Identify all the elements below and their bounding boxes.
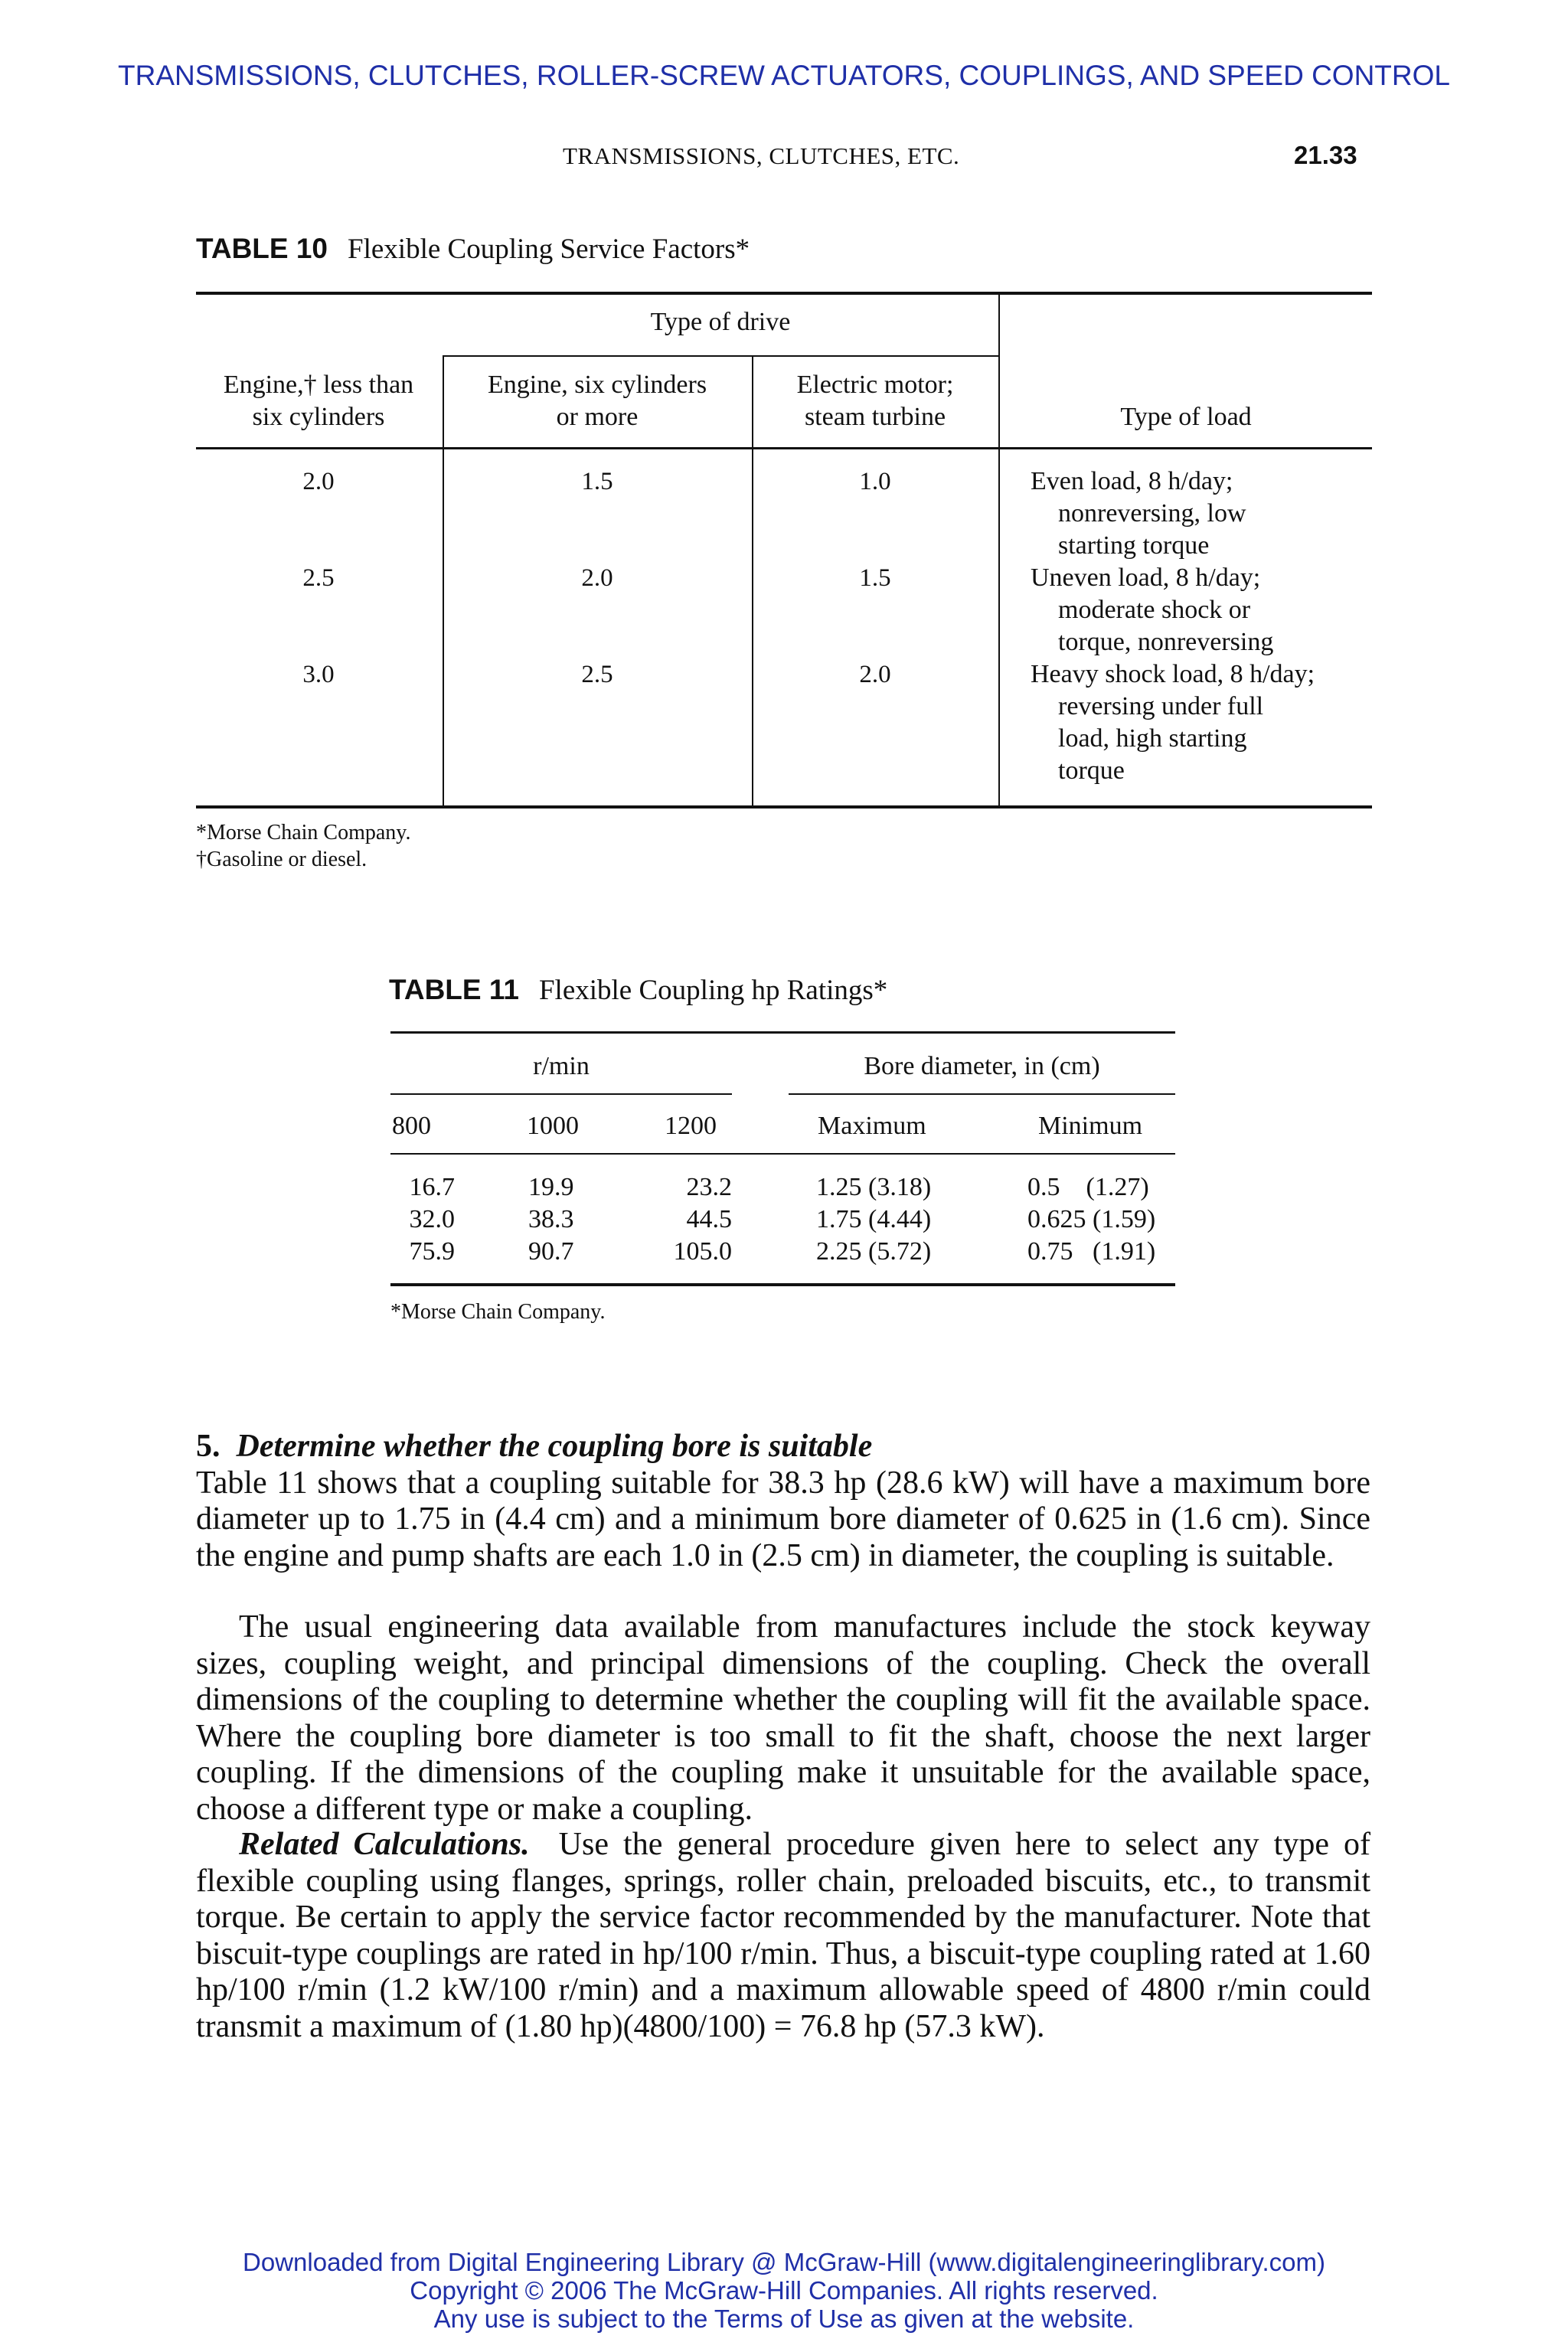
table-cell: 1.25 (3.18) [816, 1173, 932, 1201]
table10-caption [196, 233, 750, 266]
table10-divider [443, 449, 444, 805]
table-cell: 0.5 (1.27) [1027, 1173, 1149, 1201]
table-cell: 32.0 [409, 1205, 455, 1233]
table11-column-header: 1200 [665, 1112, 717, 1140]
table11-group-header: r/min [533, 1052, 590, 1080]
table11-label: TABLE 11 [389, 974, 519, 1005]
paragraph: Use the general procedure given here to select any type of flexible coupling using flanges, springs, roller chain, preloaded biscuits, etc., to transmit torque. Be certain to apply the service factor recommended by the manufacturer. Note that biscuit-type couplings are rated in hp/100 r/min. Thus, a biscuit-type coupling rated at 1.60 hp/100 r/min (1.2 kW/100 r/min) and a maximum allowable speed of 4800 r/min could transmit a maximum of (1.80 hp)(4800/100) = 76.8 hp (57.3 kW). [196, 1827, 1371, 2044]
table11-column-header: 800 [392, 1112, 431, 1140]
table-cell: 2.0 [302, 468, 335, 495]
table10-title: Flexible Coupling Service Factors* [348, 234, 750, 265]
table11-column-header: Minimum [1038, 1112, 1143, 1140]
paragraph: The usual engineering data available from manufactures include the stock keyway sizes, coupling weight, and principal dimensions of the coupling. Check the overall dimensions of the coupling to determine whether the coupling will fit the available space. Where the coupling bore diameter is too small to fit the shaft, choose the next larger coupling. If the dimensions of the coupling make it unsuitable for the available space, choose a different type or make a coupling. [196, 1609, 1370, 1827]
table-cell: Uneven load, 8 h/day; moderate shock or torque, nonreversing [1031, 564, 1274, 656]
table10-divider [998, 295, 1000, 805]
table11-footnote: *Morse Chain Company. [390, 1300, 606, 1324]
table10-group-rule [443, 355, 998, 357]
table10-column-header: Electric motor; steam turbine [796, 371, 954, 431]
paragraph: Table 11 shows that a coupling suitable for 38.3 hp (28.6 kW) will have a maximum bore diameter up to 1.75 in (4.4 cm) and a minimum bore diameter of 0.625 in (1.6 cm). Since the engine and pump shafts are each 1.0 in (2.5 cm) in diameter, the coupling is suitable. [196, 1465, 1370, 1573]
table-cell: 75.9 [409, 1237, 455, 1266]
table-cell: 19.9 [528, 1173, 574, 1201]
table10-header-rule [196, 447, 1372, 449]
table-cell: 1.5 [859, 564, 891, 592]
table11-bottom-rule [390, 1283, 1175, 1286]
table-cell: 2.25 (5.72) [816, 1237, 932, 1266]
table-cell: 3.0 [302, 661, 335, 688]
table10-column-header: Engine,† less than six cylinders [223, 371, 414, 431]
table11-group-header: Bore diameter, in (cm) [864, 1052, 1100, 1080]
table-cell: 44.5 [686, 1205, 732, 1233]
section-5 [196, 1429, 1370, 1574]
table11-column-header: 1000 [527, 1112, 579, 1140]
table-cell: 38.3 [528, 1205, 574, 1233]
table-cell: 1.75 (4.44) [816, 1205, 932, 1233]
table10-label: TABLE 10 [196, 233, 328, 264]
download-footer: Downloaded from Digital Engineering Library @ McGraw-Hill (www.digitalengineeringlibrary.com) Copyright © 2006 The McGraw-Hill Companies. All rights reserved. Any use is subject to the Terms of Use as given at the website. [243, 2248, 1325, 2333]
table-cell: 2.5 [302, 564, 335, 592]
table-cell: 2.0 [581, 564, 613, 592]
table-cell: 105.0 [673, 1237, 732, 1266]
table-cell: 0.75 (1.91) [1027, 1237, 1156, 1266]
table11-title: Flexible Coupling hp Ratings* [538, 975, 888, 1006]
table11-caption [389, 974, 887, 1007]
document-banner: TRANSMISSIONS, CLUTCHES, ROLLER-SCREW ACTUATORS, COUPLINGS, AND SPEED CONTROL [118, 60, 1450, 91]
table11-top-rule [390, 1031, 1175, 1034]
running-head: TRANSMISSIONS, CLUTCHES, ETC. [563, 142, 960, 169]
related-calculations [196, 1827, 1370, 2045]
table-cell: 1.5 [581, 468, 613, 495]
table-cell: 2.0 [859, 661, 891, 688]
table11-group-rule [789, 1093, 1175, 1095]
related-calculations-heading: Related Calculations. [239, 1827, 530, 1862]
table10-top-rule [196, 292, 1372, 295]
table10-footnotes: *Morse Chain Company. †Gasoline or diesel. [196, 821, 411, 871]
table-cell: 23.2 [686, 1173, 732, 1201]
table-cell: Heavy shock load, 8 h/day; reversing under full load, high starting torque [1031, 660, 1315, 785]
table10-column-header: Type of load [1120, 403, 1252, 431]
table-cell: 1.0 [859, 468, 891, 495]
table11-header-rule [390, 1153, 1175, 1155]
table11-group-rule [390, 1093, 732, 1095]
table-cell: 16.7 [409, 1173, 455, 1201]
table-cell: 2.5 [581, 661, 613, 688]
table10-bottom-rule [196, 805, 1372, 808]
table10-group-header: Type of drive [650, 308, 791, 336]
page-number: 21.33 [1294, 141, 1357, 169]
table10-divider [752, 449, 753, 805]
table10-column-header: Engine, six cylinders or more [487, 371, 707, 431]
table11-column-header: Maximum [818, 1112, 926, 1140]
table-cell: Even load, 8 h/day; nonreversing, low starting torque [1031, 467, 1246, 560]
table-cell: 0.625 (1.59) [1027, 1205, 1156, 1233]
section-heading: 5. Determine whether the coupling bore is suitable [196, 1429, 873, 1464]
table-cell: 90.7 [528, 1237, 574, 1266]
